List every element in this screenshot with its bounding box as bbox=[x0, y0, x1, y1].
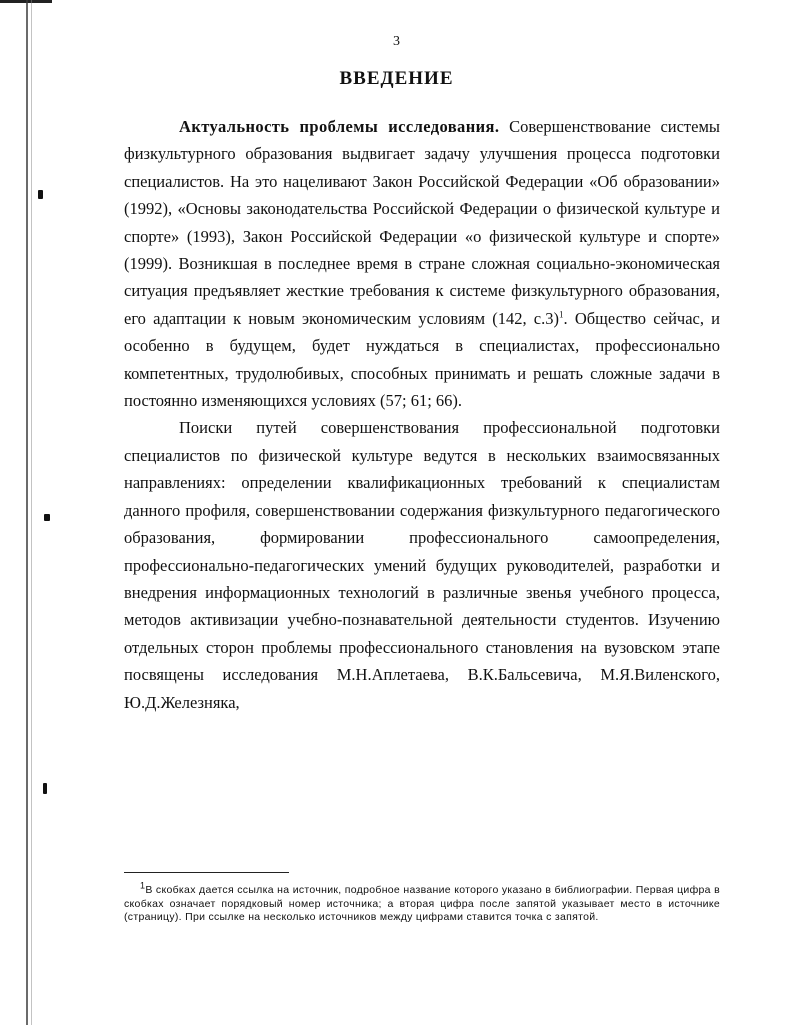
body-text bbox=[124, 113, 720, 716]
lead-heading: Актуальность проблемы исследования. bbox=[179, 117, 500, 136]
footnote bbox=[124, 880, 720, 925]
footnote-body: В скобках дается ссылка на источник, подробное название которого указано в библиографии. Первая цифра в скобках означает порядковый номер источника; а вторая цифра после запятой указывает место в источнике (страницу). При ссылке на несколько источников между цифрами ставится точка с запятой. bbox=[124, 884, 720, 923]
page-title: ВВЕДЕНИЕ bbox=[339, 68, 454, 89]
footnote-reference: 1 bbox=[559, 309, 564, 320]
scan-speck bbox=[43, 783, 47, 794]
scan-binding-edge-secondary bbox=[31, 0, 32, 1025]
scan-binding-edge bbox=[26, 0, 28, 1025]
paragraph-relevance bbox=[124, 113, 720, 414]
page-number: 3 bbox=[393, 34, 400, 49]
paragraph-text: Совершенствование системы физкультурного образования выдвигает задачу улучшения процесса подготовки специалистов. На это нацеливают Закон Российской Федерации «Об образовании» (1992), «Основы законодательства Российской Федерации о физической культуре и спорте» (1993), Закон Российской Федерации «о физической культуре и спорте» (1999). Возникшая в последнее время в стране сложная социально-экономическая ситуация предъявляет жесткие требования к системе физкультурного образования, его адаптации к новым экономическим условиям (142, с.3) bbox=[124, 117, 720, 328]
scan-speck bbox=[44, 514, 50, 521]
paragraph-directions: Поиски путей совершенствования профессиональной подготовки специалистов по физической культуре ведутся в нескольких взаимосвязанных направлениях: определении квалификационных требований к специалистам данного профиля, совершенствовании содержания физкультурного педагогического образования, формировании профессионального самоопределения, профессионально-педагогических умений будущих руководителей, разработки и внедрения информационных технологий в различные звенья учебного процесса, методов активизации учебно-познавательной деятельности студентов. Изучению отдельных сторон проблемы профессионального становления на вузовском этапе посвящены исследования М.Н.Аплетаева, В.К.Бальсевича, М.Я.Виленского, Ю.Д.Железняка, bbox=[124, 418, 720, 712]
paragraph-text-continued: . Общество сейчас, и особенно в будущем, будет нуждаться в специалистах, профессионально компетентных, трудолюбивых, способных принимать и решать сложные задачи в постоянно изменяющихся условиях (57; 61; 66). bbox=[124, 308, 720, 411]
footnote-separator bbox=[124, 872, 289, 873]
footnote-text bbox=[124, 880, 720, 925]
footnote-mark: 1 bbox=[140, 880, 146, 891]
scan-speck bbox=[38, 190, 43, 199]
